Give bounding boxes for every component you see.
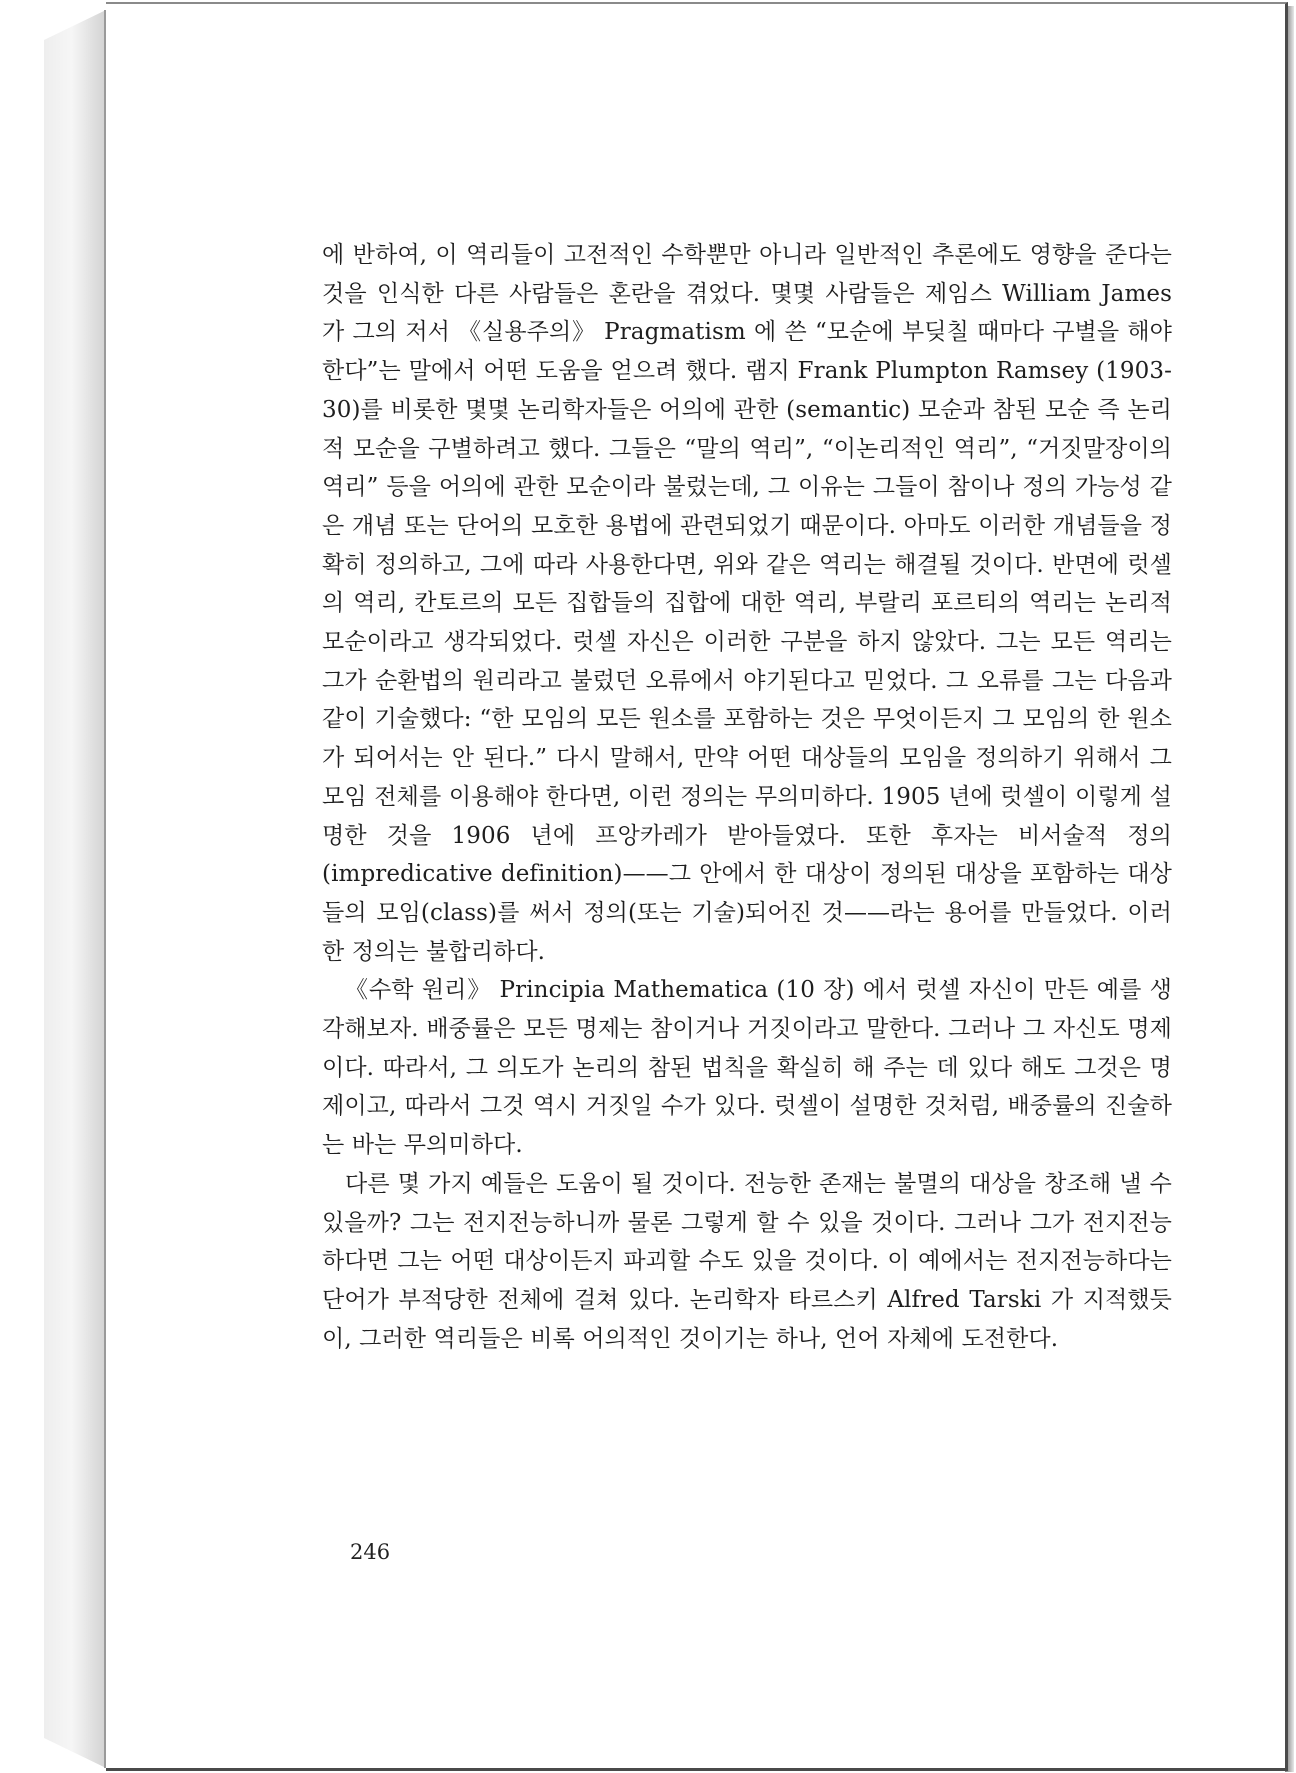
- body-text: [322, 236, 1172, 1358]
- paragraph-3: 다른 몇 가지 예들은 도움이 될 것이다. 전능한 존재는 불멸의 대상을 창조해 낼 수 있을까? 그는 전지전능하니까 물론 그렇게 할 수 있을 것이다. 그러나 그가 전지전능하다면 그는 어떤 대상이든지 파괴할 수도 있을 것이다. 이 예에서는 전지전능하다는 단어가 부적당한 전체에 걸쳐 있다. 논리학자 타르스키 Alfred Tarski 가 지적했듯이, 그러한 역리들은 비록 어의적인 것이기는 하나, 언어 자체에 도전한다.: [322, 1170, 1172, 1352]
- page-number: 246: [350, 1540, 391, 1564]
- paragraph-2: 《수학 원리》 Principia Mathematica (10 장) 에서 럿셀 자신이 만든 예를 생각해보자. 배중률은 모든 명제는 참이거나 거짓이라고 말한다. 그러나 그 자신도 명제이다. 따라서, 그 의도가 논리의 참된 법칙을 확실히 해 주는 데 있다 해도 그것은 명제이고, 따라서 그것 역시 거짓일 수가 있다. 럿셀이 설명한 것처럼, 배중률의 진술하는 바는 무의미하다.: [322, 977, 1172, 1159]
- paragraph-1: 에 반하여, 이 역리들이 고전적인 수학뿐만 아니라 일반적인 추론에도 영향을 준다는 것을 인식한 다른 사람들은 혼란을 겪었다. 몇몇 사람들은 제임스 William James 가 그의 저서 《실용주의》 Pragmatism 에 쓴 “모순에 부딪칠 때마다 구별을 해야 한다”는 말에서 어떤 도움을 얻으려 했다. 램지 Frank Plumpton Ramsey (1903-30)를 비롯한 몇몇 논리학자들은 어의에 관한 (semantic) 모순과 참된 모순 즉 논리적 모순을 구별하려고 했다. 그들은 “말의 역리”, “이논리적인 역리”, “거짓말장이의 역리” 등을 어의에 관한 모순이라 불렀는데, 그 이유는 그들이 참이나 정의 가능성 같은 개념 또는 단어의 모호한 용법에 관련되었기 때문이다. 아마도 이러한 개념들을 정확히 정의하고, 그에 따라 사용한다면, 위와 같은 역리는 해결될 것이다. 반면에 럿셀의 역리, 칸토르의 모든 집합들의 집합에 대한 역리, 부랄리 포르티의 역리는 논리적 모순이라고 생각되었다. 럿셀 자신은 이러한 구분을 하지 않았다. 그는 모든 역리는 그가 순환법의 원리라고 불렀던 오류에서 야기된다고 믿었다. 그 오류를 그는 다음과 같이 기술했다: “한 모임의 모든 원소를 포함하는 것은 무엇이든지 그 모임의 한 원소가 되어서는 안 된다.” 다시 말해서, 만약 어떤 대상들의 모임을 정의하기 위해서 그 모임 전체를 이용해야 한다면, 이런 정의는 무의미하다. 1905 년에 럿셀이 이렇게 설명한 것을 1906 년에 프앙카레가 받아들였다. 또한 후자는 비서술적 정의(impredicative definition)——그 안에서 한 대상이 정의된 대상을 포함하는 대상들의 모임(class)를 써서 정의(또는 기술)되어진 것——라는 용어를 만들었다. 이러한 정의는 불합리하다.: [322, 242, 1172, 965]
- book-spine: [44, 10, 106, 1768]
